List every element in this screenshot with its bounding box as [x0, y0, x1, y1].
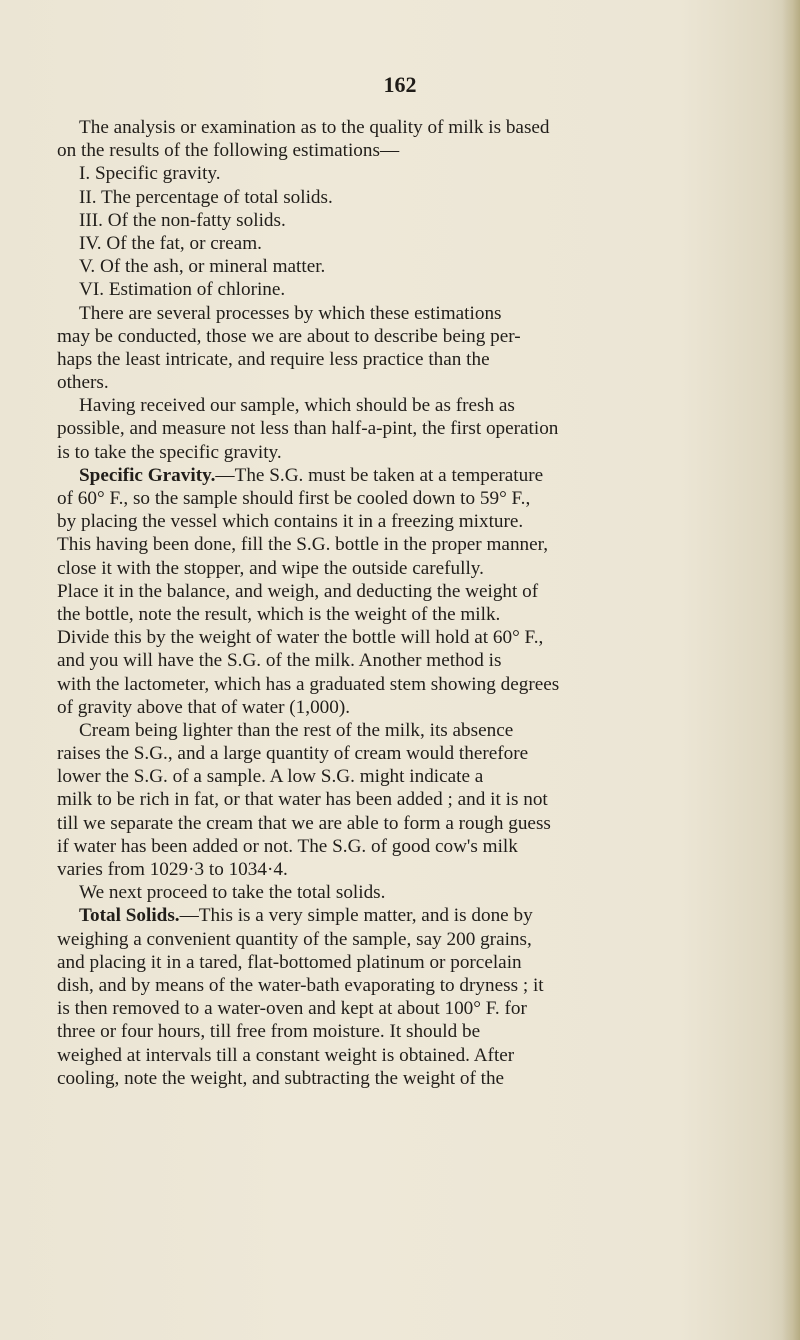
text-line	[57, 533, 769, 556]
line-text: VI. Estimation of chlorine.	[79, 279, 286, 301]
text-line	[57, 974, 769, 997]
line-text: with the lactometer, which has a graduated stem showing degrees	[57, 673, 560, 695]
text-line	[57, 510, 769, 533]
line-text: Cream being lighter than the rest of the milk, its absence	[79, 719, 514, 741]
text-line	[57, 951, 769, 974]
text-line	[57, 139, 769, 162]
line-text: others.	[57, 372, 109, 394]
line-text: weighing a convenient quantity of the sample, say 200 grains,	[57, 928, 532, 950]
line-text: is then removed to a water-oven and kept at about 100° F. for	[57, 998, 527, 1020]
line-text: —This is a very simple matter, and is done by	[179, 905, 533, 927]
text-line	[57, 1067, 769, 1090]
line-text: V. Of the ash, or mineral matter.	[79, 256, 326, 278]
text-line	[57, 116, 769, 139]
line-text: —The S.G. must be taken at a temperature	[215, 464, 544, 486]
page-edge-shadow	[782, 0, 800, 1340]
line-text: The analysis or examination as to the quality of milk is based	[79, 117, 550, 138]
text-line	[57, 417, 769, 440]
text-line	[57, 302, 769, 325]
line-text: the bottle, note the result, which is the weight of the milk.	[57, 603, 501, 625]
text-line	[57, 186, 769, 209]
line-text: This having been done, fill the S.G. bottle in the proper manner,	[57, 534, 549, 556]
line-text: by placing the vessel which contains it in a freezing mixture.	[57, 511, 524, 533]
body-text	[57, 116, 769, 1090]
line-text: haps the least intricate, and require less practice than the	[57, 348, 490, 370]
text-line	[57, 719, 769, 742]
line-text: may be conducted, those we are about to describe being per-	[57, 325, 521, 347]
line-text: three or four hours, till free from moisture. It should be	[57, 1021, 481, 1043]
line-text: Divide this by the weight of water the bottle will hold at 60° F.,	[57, 627, 544, 649]
text-line	[57, 812, 769, 835]
text-line	[57, 881, 769, 904]
text-line	[57, 1044, 769, 1067]
text-line	[57, 904, 769, 927]
line-text: There are several processes by which these estimations	[79, 302, 502, 324]
text-line	[57, 742, 769, 765]
section-heading: Specific Gravity.	[79, 464, 216, 486]
text-line	[57, 1020, 769, 1043]
line-text: Place it in the balance, and weigh, and deducting the weight of	[57, 580, 539, 602]
text-line	[57, 162, 769, 185]
line-text: weighed at intervals till a constant weight is obtained. After	[57, 1044, 515, 1066]
line-text: of 60° F., so the sample should first be cooled down to 59° F.,	[57, 488, 531, 509]
text-line	[57, 765, 769, 788]
line-text: varies from 1029·3 to 1034·4.	[57, 859, 288, 880]
section-heading: Total Solids.	[79, 905, 180, 927]
line-text: milk to be rich in fat, or that water has been added ; and it is not	[57, 789, 548, 811]
text-line	[57, 371, 769, 394]
line-text: is to take the specific gravity.	[57, 441, 282, 463]
text-line	[57, 209, 769, 232]
line-text: and you will have the S.G. of the milk. Another method is	[57, 650, 502, 672]
text-line	[57, 441, 769, 464]
text-line	[57, 788, 769, 811]
page-number: 162	[383, 72, 417, 97]
text-line	[57, 696, 769, 719]
text-line	[57, 928, 769, 951]
line-text: cooling, note the weight, and subtracting the weight of the	[57, 1067, 505, 1089]
line-text: of gravity above that of water (1,000).	[57, 696, 351, 718]
line-text: II. The percentage of total solids.	[79, 186, 333, 208]
text-line	[57, 580, 769, 603]
text-line	[57, 487, 769, 510]
line-text: IV. Of the fat, or cream.	[79, 232, 262, 254]
text-line	[57, 278, 769, 301]
text-line	[57, 858, 769, 881]
text-line	[57, 557, 769, 580]
line-text: close it with the stopper, and wipe the outside carefully.	[57, 557, 484, 579]
text-line	[57, 464, 769, 487]
text-line	[57, 325, 769, 348]
line-text: raises the S.G., and a large quantity of cream would therefore	[57, 743, 529, 765]
line-text: Having received our sample, which should be as fresh as	[79, 395, 515, 417]
text-line	[57, 835, 769, 858]
text-line	[57, 394, 769, 417]
line-text: III. Of the non-fatty solids.	[79, 209, 286, 231]
line-text: We next proceed to take the total solids.	[79, 882, 386, 904]
line-text: I. Specific gravity.	[79, 163, 221, 185]
text-line	[57, 673, 769, 696]
text-line	[57, 348, 769, 371]
text-line	[57, 603, 769, 626]
text-line	[57, 232, 769, 255]
text-line	[57, 649, 769, 672]
line-text: and placing it in a tared, flat-bottomed platinum or porcelain	[57, 951, 522, 973]
text-line	[57, 997, 769, 1020]
line-text: if water has been added or not. The S.G. of good cow's milk	[57, 835, 518, 857]
line-text: possible, and measure not less than half-a-pint, the first operation	[57, 418, 559, 440]
text-line	[57, 626, 769, 649]
line-text: lower the S.G. of a sample. A low S.G. might indicate a	[57, 766, 484, 788]
line-text: dish, and by means of the water-bath evaporating to dryness ; it	[57, 974, 544, 996]
line-text: on the results of the following estimations—	[57, 140, 400, 162]
line-text: till we separate the cream that we are able to form a rough guess	[57, 812, 551, 834]
text-line	[57, 255, 769, 278]
